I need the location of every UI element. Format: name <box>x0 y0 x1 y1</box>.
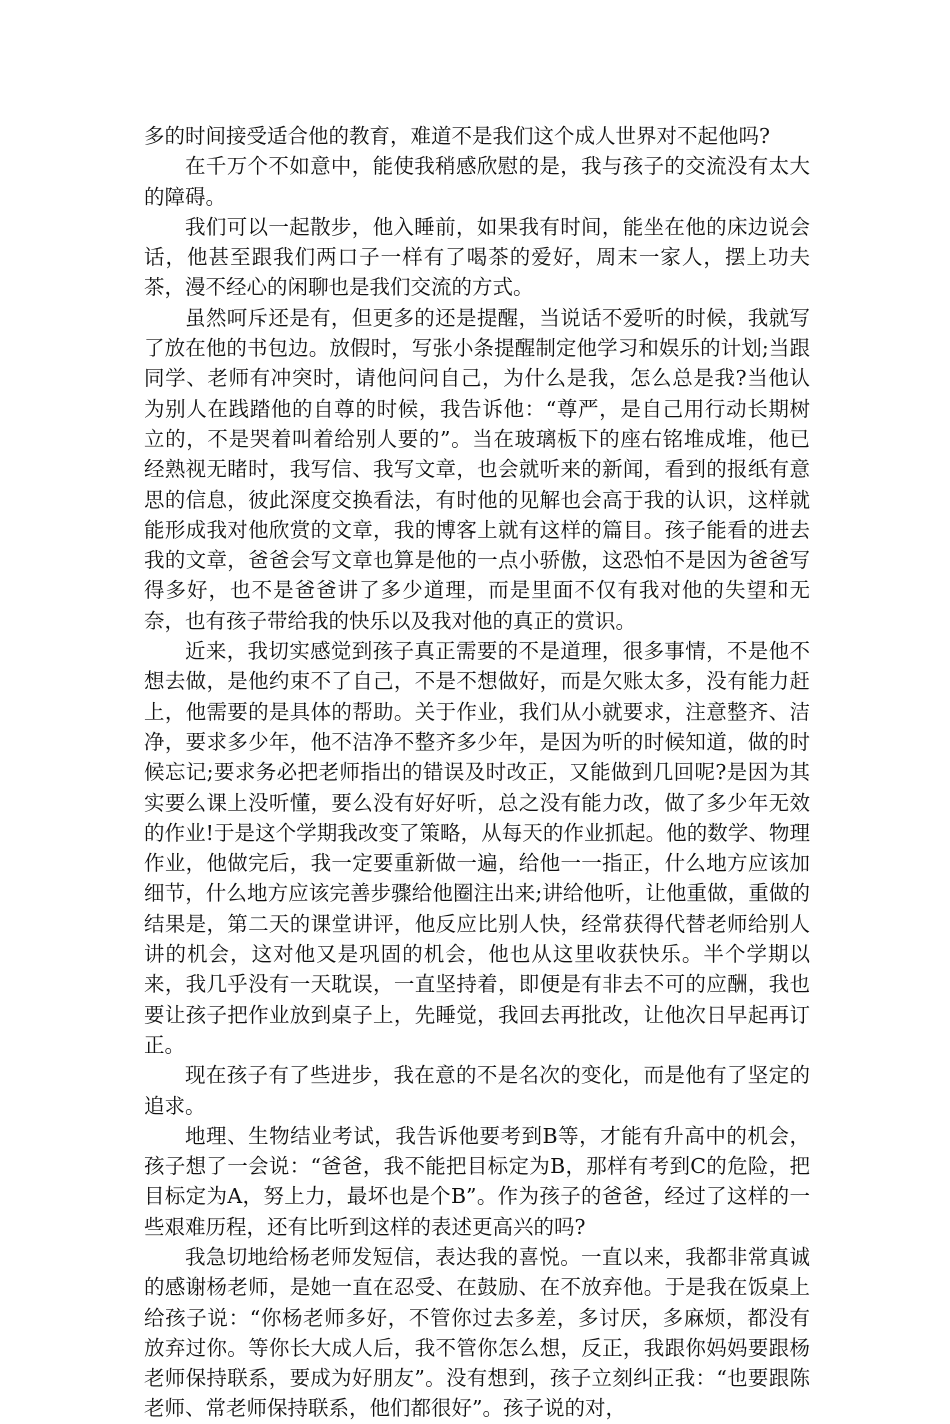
paragraph: 我急切地给杨老师发短信，表达我的喜悦。一直以来，我都非常真诚的感谢杨老师，是她一直在忍受、在鼓励、在不放弃他。于是我在饭桌上给孩子说：“你杨老师多好，不管你过去多差，多讨厌，多麻烦，都没有放弃过你。等你长大成人后，我不管你怎么想，反正，我跟你妈妈要跟杨老师保持联系，要成为好朋友”。没有想到，孩子立刻纠正我：“也要跟陈老师、常老师保持联系，他们都很好”。孩子说的对， <box>144 1244 810 1421</box>
paragraph: 在千万个不如意中，能使我稍感欣慰的是，我与孩子的交流没有太大的障碍。 <box>144 154 810 209</box>
paragraph: 虽然呵斥还是有，但更多的还是提醒，当说话不爱听的时候，我就写了放在他的书包边。放假时，写张小条提醒制定他学习和娱乐的计划;当跟同学、老师有冲突时，请他问问自己，为什么是我，怎么总是我?当他认为别人在践踏他的自尊的时候，我告诉他：“尊严，是自己用行动长期树立的，不是哭着叫着给别人要的”。当在玻璃板下的座右铭堆成堆，他已经熟视无睹时，我写信、我写文章，也会就听来的新闻，看到的报纸有意思的信息，彼此深度交换看法，有时他的见解也会高于我的认识，这样就能形成我对他欣赏的文章，我的博客上就有这样的篇目。孩子能看的进去我的文章，爸爸会写文章也算是他的一点小骄傲，这恐怕不是因为爸爸写得多好，也不是爸爸讲了多少道理，而是里面不仅有我对他的失望和无奈，也有孩子带给我的快乐以及我对他的真正的赏识。 <box>144 305 810 633</box>
paragraph: 现在孩子有了些进步，我在意的不是名次的变化，而是他有了坚定的追求。 <box>144 1063 810 1118</box>
paragraph: 地理、生物结业考试，我告诉他要考到B等，才能有升高中的机会，孩子想了一会说：“爸爸，我不能把目标定为B，那样有考到C的危险，把目标定为A，努上力，最坏也是个B”。作为孩子的爸爸，经过了这样的一些艰难历程，还有比听到这样的表述更高兴的吗? <box>144 1123 810 1239</box>
paragraph: 我们可以一起散步，他入睡前，如果我有时间，能坐在他的床边说会话，他甚至跟我们两口子一样有了喝茶的爱好，周末一家人，摆上功夫茶，漫不经心的闲聊也是我们交流的方式。 <box>144 214 810 300</box>
paragraph: 近来，我切实感觉到孩子真正需要的不是道理，很多事情，不是他不想去做，是他约束不了自己，不是不想做好，而是欠账太多，没有能力赶上，他需要的是具体的帮助。关于作业，我们从小就要求，注意整齐、洁净，要求多少年，他不洁净不整齐多少年，是因为听的时候知道，做的时候忘记;要求务必把老师指出的错误及时改正，又能做到几回呢?是因为其实要么课上没听懂，要么没有好好听，总之没有能力改，做了多少年无效的作业!于是这个学期我改变了策略，从每天的作业抓起。他的数学、物理作业，他做完后，我一定要重新做一遍，给他一一指正，什么地方应该加细节，什么地方应该完善步骤给他圈注出来;讲给他听，让他重做，重做的结果是，第二天的课堂讲评，他反应比别人快，经常获得代替老师给别人讲的机会，这对他又是巩固的机会，他也从这里收获快乐。半个学期以来，我几乎没有一天耽误，一直坚持着，即便是有非去不可的应酬，我也要让孩子把作业放到桌子上，先睡觉，我回去再批改，让他次日早起再订正。 <box>144 639 810 1057</box>
paragraph-continued: 多的时间接受适合他的教育，难道不是我们这个成人世界对不起他吗? <box>144 124 770 148</box>
document-body <box>144 121 810 1424</box>
